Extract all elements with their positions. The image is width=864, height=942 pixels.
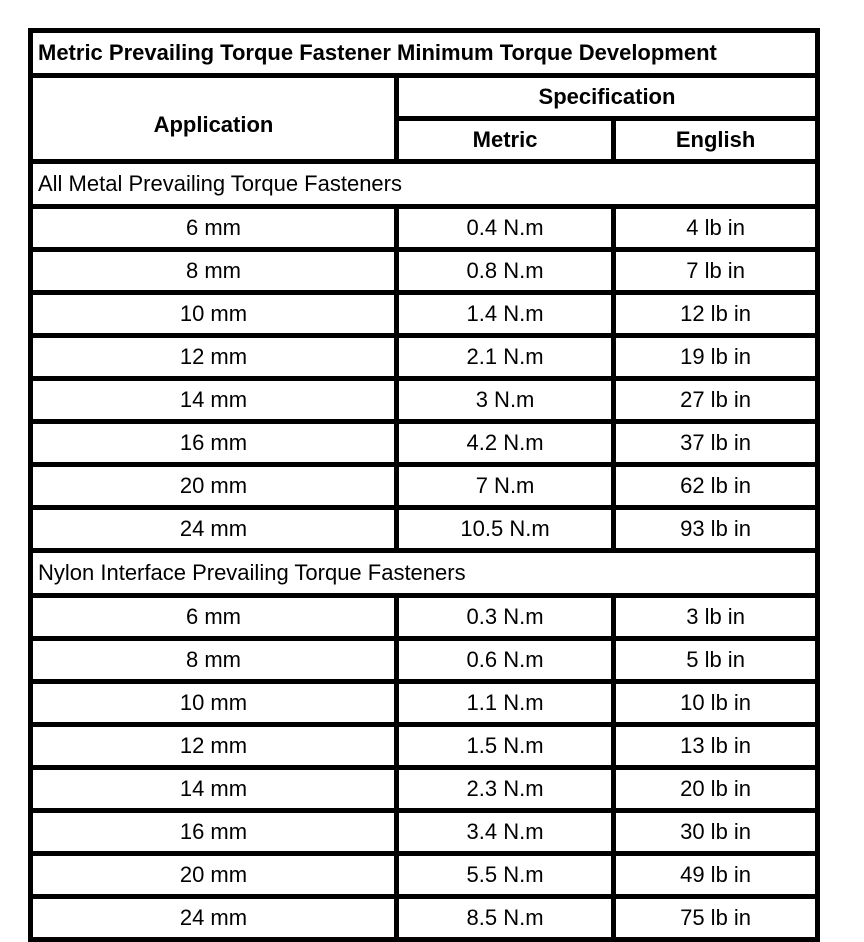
header-english: English [614, 119, 818, 162]
table-row [31, 250, 818, 293]
cell-metric: 1.1 N.m [396, 682, 613, 725]
cell-application: 14 mm [31, 768, 397, 811]
cell-application: 6 mm [31, 596, 397, 639]
table-row [31, 596, 818, 639]
cell-english: 37 lb in [614, 422, 818, 465]
cell-metric: 7 N.m [396, 465, 613, 508]
table-row [31, 336, 818, 379]
cell-application: 10 mm [31, 682, 397, 725]
cell-english: 7 lb in [614, 250, 818, 293]
cell-metric: 3 N.m [396, 379, 613, 422]
cell-english: 10 lb in [614, 682, 818, 725]
cell-application: 24 mm [31, 508, 397, 551]
cell-metric: 1.4 N.m [396, 293, 613, 336]
table-row [31, 854, 818, 897]
cell-metric: 5.5 N.m [396, 854, 613, 897]
section-label: All Metal Prevailing Torque Fasteners [31, 162, 818, 207]
table-row [31, 293, 818, 336]
table-title-row [31, 31, 818, 76]
table-row [31, 379, 818, 422]
cell-english: 12 lb in [614, 293, 818, 336]
cell-application: 6 mm [31, 207, 397, 250]
section-label: Nylon Interface Prevailing Torque Fasteners [31, 551, 818, 596]
header-metric: Metric [396, 119, 613, 162]
cell-metric: 2.1 N.m [396, 336, 613, 379]
table-row [31, 422, 818, 465]
table-title: Metric Prevailing Torque Fastener Minimum Torque Development [31, 31, 818, 76]
header-application: Application [31, 76, 397, 162]
cell-metric: 10.5 N.m [396, 508, 613, 551]
table-row [31, 811, 818, 854]
cell-metric: 0.6 N.m [396, 639, 613, 682]
cell-metric: 0.3 N.m [396, 596, 613, 639]
cell-english: 20 lb in [614, 768, 818, 811]
cell-english: 93 lb in [614, 508, 818, 551]
cell-english: 27 lb in [614, 379, 818, 422]
header-specification: Specification [396, 76, 817, 119]
cell-application: 12 mm [31, 336, 397, 379]
cell-application: 14 mm [31, 379, 397, 422]
cell-english: 3 lb in [614, 596, 818, 639]
cell-english: 4 lb in [614, 207, 818, 250]
cell-application: 20 mm [31, 854, 397, 897]
table-row [31, 897, 818, 940]
cell-application: 10 mm [31, 293, 397, 336]
header-row-top [31, 76, 818, 119]
table-row [31, 768, 818, 811]
cell-metric: 3.4 N.m [396, 811, 613, 854]
cell-metric: 4.2 N.m [396, 422, 613, 465]
cell-metric: 0.4 N.m [396, 207, 613, 250]
section-row [31, 551, 818, 596]
cell-english: 19 lb in [614, 336, 818, 379]
cell-application: 20 mm [31, 465, 397, 508]
cell-english: 13 lb in [614, 725, 818, 768]
cell-application: 8 mm [31, 250, 397, 293]
table-row [31, 682, 818, 725]
cell-metric: 2.3 N.m [396, 768, 613, 811]
cell-metric: 0.8 N.m [396, 250, 613, 293]
cell-english: 49 lb in [614, 854, 818, 897]
table-row [31, 207, 818, 250]
table-row [31, 465, 818, 508]
cell-application: 8 mm [31, 639, 397, 682]
cell-english: 30 lb in [614, 811, 818, 854]
cell-metric: 8.5 N.m [396, 897, 613, 940]
cell-application: 16 mm [31, 811, 397, 854]
table-body [31, 162, 818, 940]
cell-english: 5 lb in [614, 639, 818, 682]
cell-english: 75 lb in [614, 897, 818, 940]
cell-metric: 1.5 N.m [396, 725, 613, 768]
cell-application: 24 mm [31, 897, 397, 940]
table-row [31, 508, 818, 551]
table-row [31, 725, 818, 768]
section-row [31, 162, 818, 207]
table-row [31, 639, 818, 682]
cell-application: 16 mm [31, 422, 397, 465]
torque-spec-table [28, 28, 820, 942]
cell-application: 12 mm [31, 725, 397, 768]
cell-english: 62 lb in [614, 465, 818, 508]
